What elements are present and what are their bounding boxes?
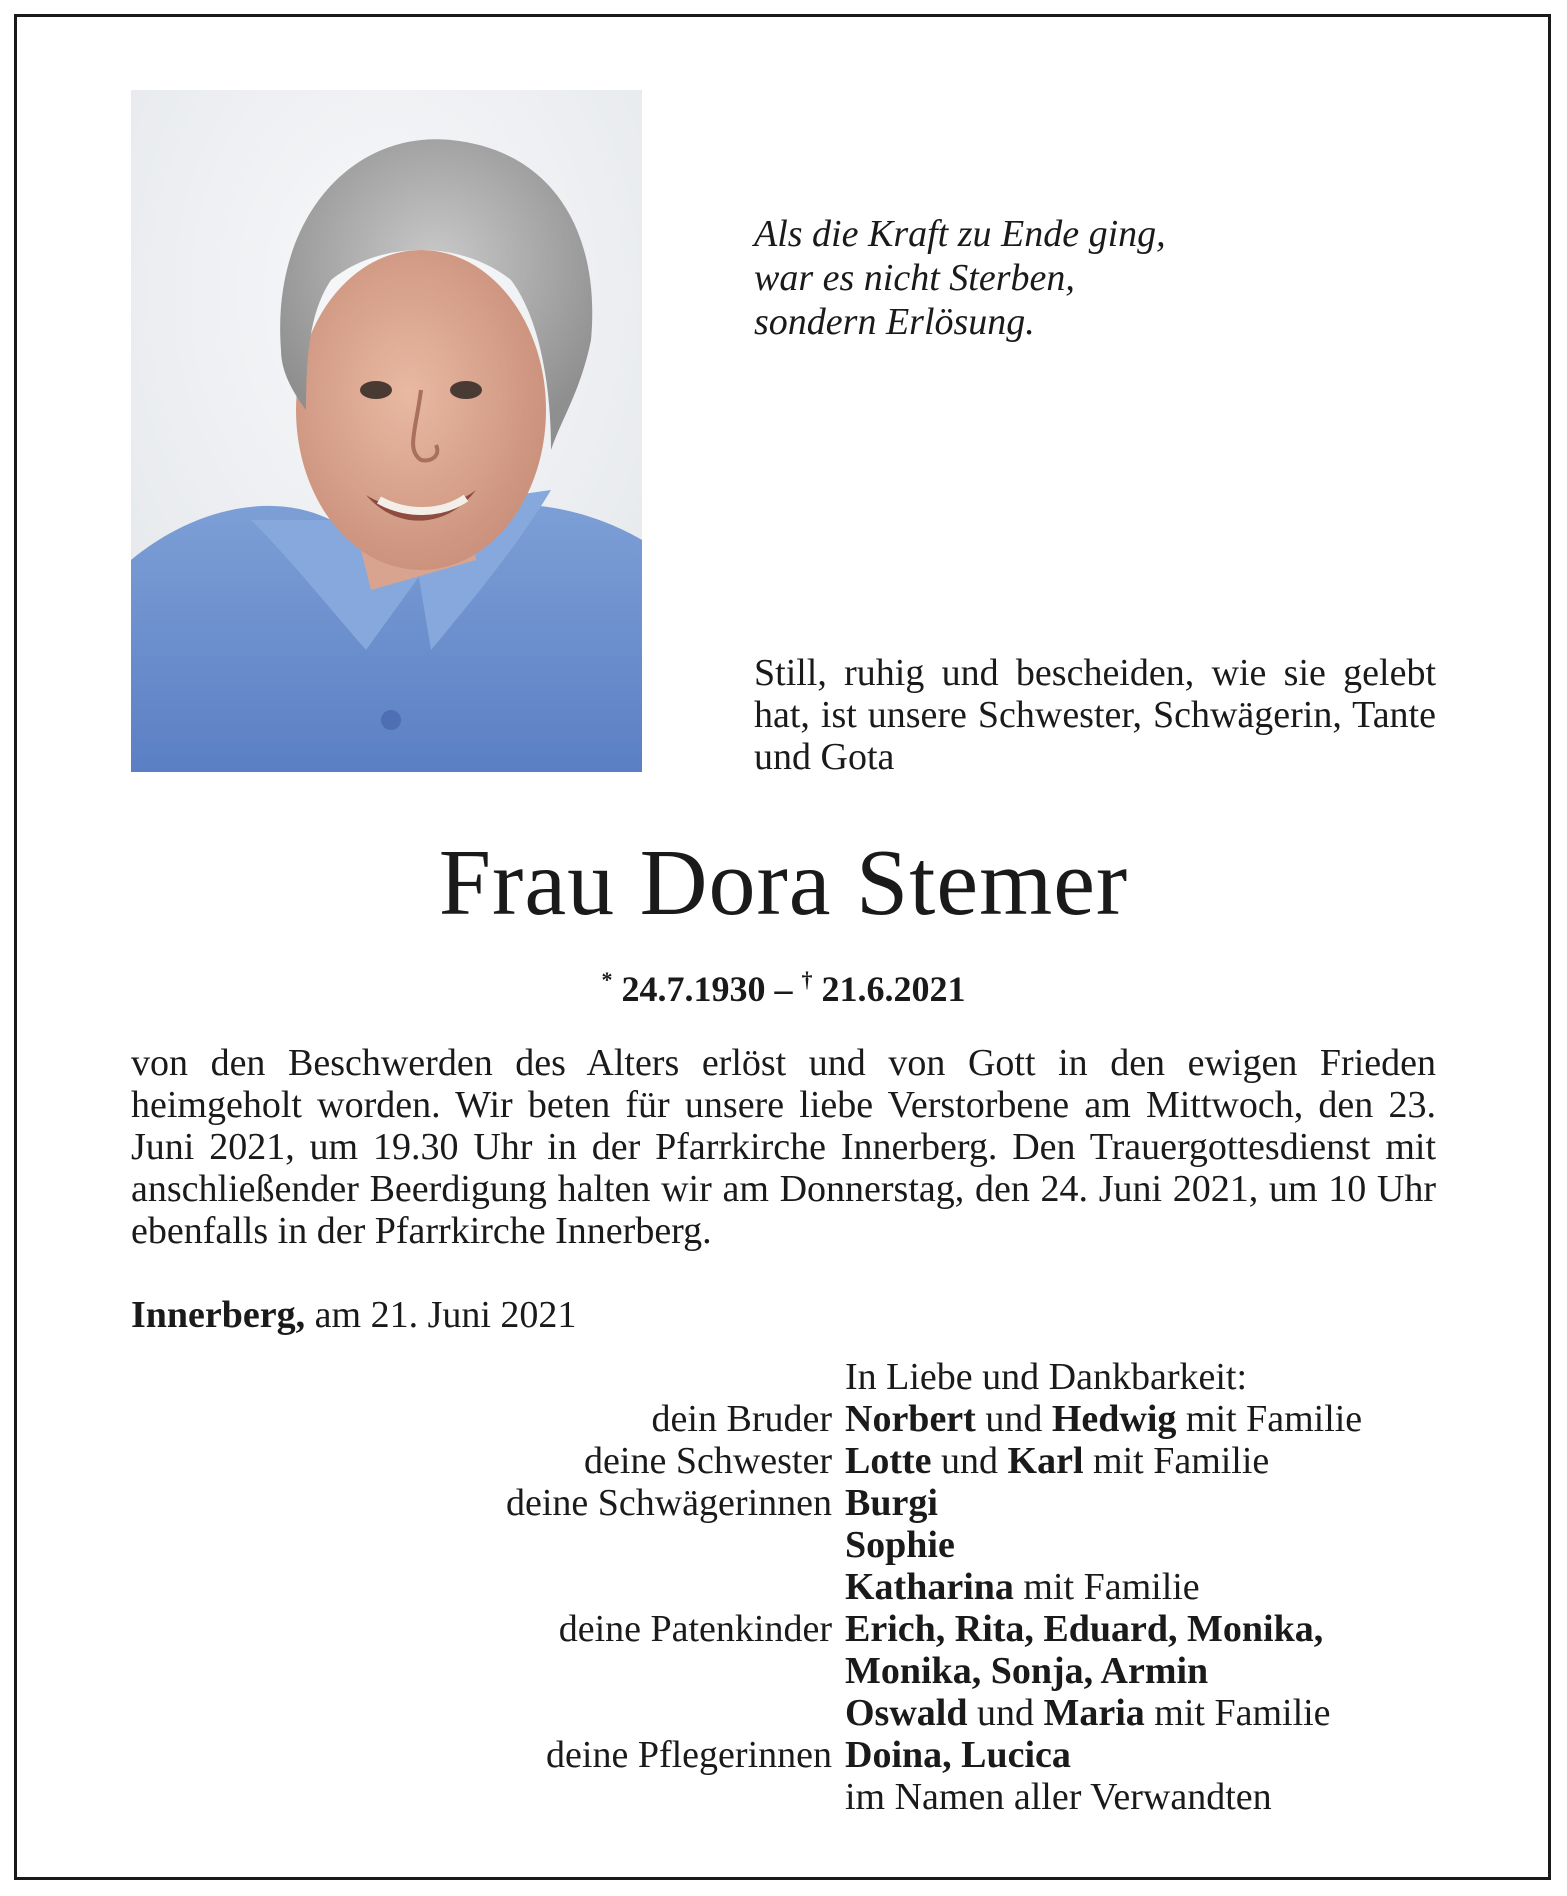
family-name-text: und (975, 1398, 1052, 1440)
family-name-text: im Namen aller Verwandten (845, 1776, 1272, 1818)
family-name-bold: Lotte (845, 1440, 932, 1482)
family-name-text: mit Familie (1176, 1398, 1363, 1440)
family-row (0, 1650, 1567, 1692)
mourners-list (0, 1356, 1567, 1818)
family-names (845, 1440, 1269, 1482)
motto-line: war es nicht Sterben, (754, 257, 1075, 299)
family-names (845, 1650, 1208, 1692)
family-name-bold: Burgi (845, 1482, 938, 1524)
family-name-bold: Hedwig (1051, 1398, 1177, 1440)
family-names (845, 1776, 1272, 1818)
place-and-date (131, 1294, 576, 1336)
deceased-name: Frau Dora Stemer (438, 831, 1129, 935)
family-name-bold: Maria (1043, 1692, 1145, 1734)
family-relation: dein Bruder (651, 1398, 832, 1440)
family-name-bold: Katharina (845, 1566, 1014, 1608)
place-town: Innerberg, (131, 1294, 306, 1336)
closing-line: In Liebe und Dankbarkeit: (845, 1356, 1248, 1398)
family-name-bold: Oswald (845, 1692, 968, 1734)
family-name-bold: Karl (1007, 1440, 1084, 1482)
family-name-text: und (931, 1440, 1008, 1482)
family-name-bold: Norbert (845, 1398, 976, 1440)
death-symbol: † (801, 967, 813, 992)
funeral-announcement: von den Beschwerden des Alters erlöst und von Gott in den ewigen Frieden heimgeholt worden. Wir beten für unsere liebe Verstorbene am Mittwoch, den 23. Juni 2021, um 19.30 Uhr in der Pfarrkirche Innerberg. Den Trauergottesdienst mit anschließender Beerdigung halten wir am Donnerstag, den 24. Juni 2021, um 10 Uhr ebenfalls in der Pfarrkirche Innerberg. (131, 1042, 1436, 1252)
family-row (0, 1692, 1567, 1734)
family-row (0, 1440, 1567, 1482)
place-date: am 21. Juni 2021 (314, 1294, 577, 1336)
portrait-illustration (131, 90, 642, 772)
birth-symbol: * (601, 967, 613, 992)
family-names (845, 1734, 1071, 1776)
life-dates (0, 958, 1567, 1011)
family-name-text: und (967, 1692, 1044, 1734)
family-name-bold: Sophie (845, 1524, 955, 1566)
family-relation: deine Schwägerinnen (505, 1482, 832, 1524)
death-date: 21.6.2021 (821, 969, 966, 1009)
family-relation: deine Patenkinder (558, 1608, 832, 1650)
family-names (845, 1566, 1200, 1608)
family-name-bold: Erich, Rita, Eduard, Monika, (845, 1608, 1324, 1650)
family-rows (0, 1398, 1567, 1818)
family-row (0, 1566, 1567, 1608)
family-row (0, 1734, 1567, 1776)
family-name-text: mit Familie (1083, 1440, 1270, 1482)
family-name-text: mit Familie (1144, 1692, 1331, 1734)
family-names (845, 1524, 955, 1566)
intro-text: Still, ruhig und bescheiden, wie sie gelebt hat, ist unsere Schwester, Schwägerin, Tante und Gota (754, 652, 1436, 778)
motto-line: Als die Kraft zu Ende ging, (754, 213, 1166, 255)
family-name-text: mit Familie (1013, 1566, 1200, 1608)
family-names (845, 1482, 938, 1524)
family-name-bold: Doina, Lucica (845, 1734, 1071, 1776)
family-relation: deine Schwester (584, 1440, 832, 1482)
family-names (845, 1608, 1323, 1650)
family-relation: deine Pflegerinnen (546, 1734, 832, 1776)
date-separator: – (774, 969, 793, 1009)
family-row (0, 1482, 1567, 1524)
motto-quote (754, 212, 1314, 344)
family-name-bold: Monika, Sonja, Armin (845, 1650, 1209, 1692)
closing-row (0, 1356, 1567, 1398)
family-row (0, 1776, 1567, 1818)
birth-date: 24.7.1930 (621, 969, 766, 1009)
motto-line: sondern Erlösung. (754, 301, 1035, 343)
family-row (0, 1398, 1567, 1440)
family-names (845, 1398, 1362, 1440)
family-row (0, 1524, 1567, 1566)
family-row (0, 1608, 1567, 1650)
family-names (845, 1692, 1331, 1734)
portrait-photo (131, 90, 642, 772)
